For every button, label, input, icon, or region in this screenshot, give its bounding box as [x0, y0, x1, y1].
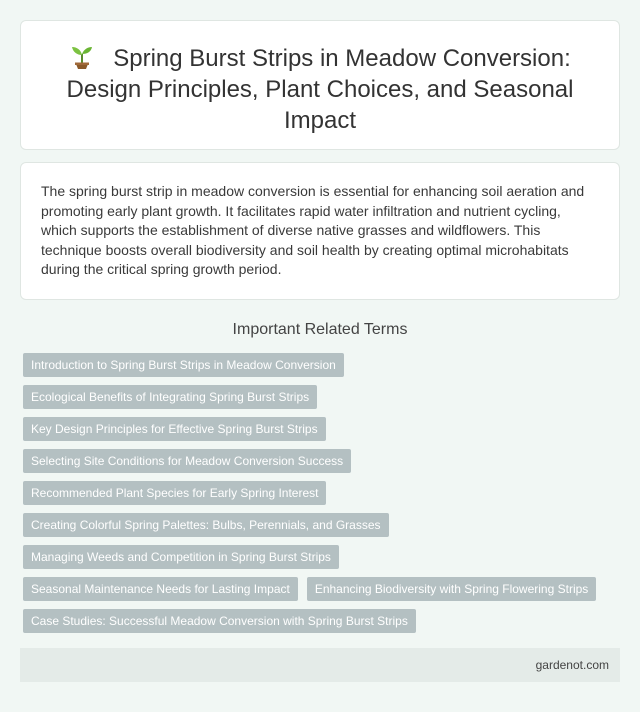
related-term-tag[interactable]: Seasonal Maintenance Needs for Lasting Impact — [23, 577, 298, 601]
title-card — [20, 20, 620, 150]
related-term-tag[interactable]: Managing Weeds and Competition in Spring Burst Strips — [23, 545, 339, 569]
intro-card — [20, 162, 620, 300]
related-term-tag[interactable]: Key Design Principles for Effective Spring Burst Strips — [23, 417, 326, 441]
related-terms-list — [23, 353, 623, 641]
related-term-tag[interactable]: Ecological Benefits of Integrating Spring Burst Strips — [23, 385, 317, 409]
related-term-tag[interactable]: Creating Colorful Spring Palettes: Bulbs, Perennials, and Grasses — [23, 513, 389, 537]
footer-site-link[interactable]: gardenot.com — [535, 658, 609, 672]
intro-text: The spring burst strip in meadow conversion is essential for enhancing soil aeration and promoting early plant growth. It facilitates rapid water infiltration and nutrient cycling, which supports the establishment of diverse native grasses and wildflowers. This technique boosts overall biodiversity and soil health by creating optimal microhabitats during the critical spring growth period. — [41, 183, 585, 277]
related-term-tag[interactable]: Introduction to Spring Burst Strips in Meadow Conversion — [23, 353, 344, 377]
related-term-tag[interactable]: Enhancing Biodiversity with Spring Flowering Strips — [307, 577, 596, 601]
related-terms-heading: Important Related Terms — [232, 321, 408, 338]
related-term-tag[interactable]: Case Studies: Successful Meadow Conversion with Spring Burst Strips — [23, 609, 416, 633]
page-title-text: Spring Burst Strips in Meadow Conversion: Design Principles, Plant Choices, and Seasonal Impact — [66, 45, 574, 134]
seedling-icon — [69, 43, 95, 69]
footer — [20, 648, 620, 682]
related-term-tag[interactable]: Recommended Plant Species for Early Spring Interest — [23, 481, 326, 505]
page-title — [51, 43, 589, 136]
related-term-tag[interactable]: Selecting Site Conditions for Meadow Conversion Success — [23, 449, 351, 473]
